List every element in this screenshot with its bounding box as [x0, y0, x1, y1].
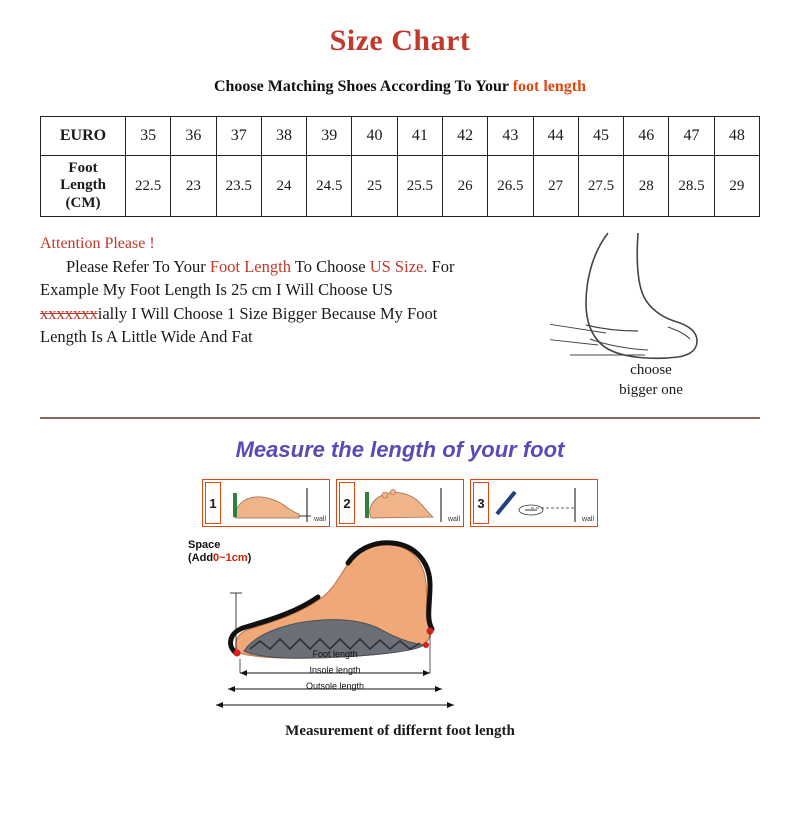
- section-divider: [40, 417, 760, 419]
- step-1: [202, 479, 330, 527]
- foot-length-cell: 25: [352, 156, 397, 217]
- attention-line5: And Fat: [198, 327, 253, 347]
- attention-section: [40, 235, 760, 405]
- euro-size-cell: 44: [533, 117, 578, 156]
- foot-length-cell: 23.5: [216, 156, 261, 217]
- space-label-prefix: (Add: [188, 551, 214, 564]
- foot-length-cell: 22.5: [126, 156, 171, 217]
- foot-length-cell: 26: [442, 156, 487, 217]
- attention-line3-b: ially I Will Choose 1 Size: [97, 303, 268, 323]
- euro-size-cell: 39: [307, 117, 352, 156]
- row-header-line2: Length: [60, 177, 106, 194]
- euro-size-cell: 42: [442, 117, 487, 156]
- foot-length-cell: 24: [261, 156, 306, 217]
- euro-size-cell: 41: [397, 117, 442, 156]
- foot-outline-illustration: [550, 229, 750, 379]
- attention-line1-a: Please Refer To Your: [66, 257, 210, 276]
- page-title: Size Chart: [329, 24, 471, 57]
- table-row-foot-length: [41, 156, 760, 217]
- dimension-label-foot-length: Foot length: [312, 649, 358, 659]
- attention-line2-b: For Example My Foot Length Is 25 cm I: [40, 257, 455, 300]
- foot-length-cell: 24.5: [307, 156, 352, 217]
- euro-size-cell: 40: [352, 117, 397, 156]
- euro-size-cell: 46: [624, 117, 669, 156]
- measure-heading: Measure the length of your foot: [235, 437, 565, 462]
- size-table: [40, 116, 760, 217]
- euro-size-cell: 35: [126, 117, 171, 156]
- foot-measurement-diagram: [180, 533, 620, 719]
- step-3-icon: [471, 480, 599, 528]
- euro-size-cell: 36: [171, 117, 216, 156]
- subtitle-prefix: Choose Matching Shoes According To Your: [213, 78, 513, 95]
- step-2: [336, 479, 464, 527]
- space-label-line2: [188, 552, 251, 565]
- step-number: 1: [205, 482, 221, 524]
- foot-length-cell: 25.5: [397, 156, 442, 217]
- euro-size-cell: 43: [488, 117, 533, 156]
- step-number: 2: [339, 482, 355, 524]
- space-label: [188, 539, 251, 564]
- step-wall-label: wall: [581, 516, 594, 523]
- diagram-caption: Measurement of differnt foot length: [285, 723, 515, 739]
- measure-steps: [202, 479, 598, 527]
- space-label-line1: Space: [188, 539, 221, 551]
- row-header-line3: (CM): [65, 194, 101, 211]
- step-3: [470, 479, 598, 527]
- attention-line3-a: Will Choose US: [285, 280, 393, 300]
- attention-line1-highlight: Foot Length: [209, 257, 291, 276]
- euro-size-cell: 38: [261, 117, 306, 156]
- attention-line2-highlight: US Size.: [369, 257, 428, 276]
- callout-line1: choose: [630, 362, 672, 378]
- attention-title: Attention Please !: [40, 235, 155, 252]
- step-2-icon: [337, 480, 465, 528]
- dimension-label-insole-length: Insole length: [309, 665, 361, 675]
- row-header-line1: Foot: [68, 160, 98, 177]
- foot-length-cell: 28: [624, 156, 669, 217]
- euro-size-cell: 37: [216, 117, 261, 156]
- foot-length-cell: 29: [714, 156, 759, 217]
- foot-length-cell: 27.5: [578, 156, 623, 217]
- attention-line4: Bigger Because My Foot Length Is A Little Wide: [40, 303, 438, 347]
- subtitle-highlight: foot length: [512, 78, 587, 95]
- attention-line1-b: To Choose: [290, 257, 366, 276]
- euro-size-cell: 45: [578, 117, 623, 156]
- choose-bigger-callout: [576, 361, 726, 400]
- foot-length-cell: 28.5: [669, 156, 714, 217]
- dimension-label-outsole-length: Outsole length: [305, 681, 365, 691]
- foot-length-cell: 26.5: [488, 156, 533, 217]
- space-label-suffix: ): [247, 551, 252, 564]
- attention-line3-strike: xxxxxxx: [40, 303, 98, 323]
- table-row-euro: [41, 117, 760, 156]
- space-label-value: 0~1cm: [213, 551, 248, 564]
- row-header-foot-length: [41, 156, 126, 217]
- step-wall-label: wall: [447, 516, 460, 523]
- step-number: 3: [473, 482, 489, 524]
- euro-size-cell: 47: [669, 117, 714, 156]
- step-wall-label: wall: [313, 516, 326, 523]
- page-subtitle: [0, 78, 800, 96]
- step-1-icon: [203, 480, 331, 528]
- attention-body: [40, 255, 470, 349]
- foot-length-cell: 23: [171, 156, 216, 217]
- foot-length-cell: 27: [533, 156, 578, 217]
- size-chart-page: [0, 24, 800, 824]
- size-table-wrap: [40, 116, 760, 217]
- euro-size-cell: 48: [714, 117, 759, 156]
- callout-line2: bigger one: [619, 381, 683, 398]
- row-header-euro: EURO: [41, 117, 126, 156]
